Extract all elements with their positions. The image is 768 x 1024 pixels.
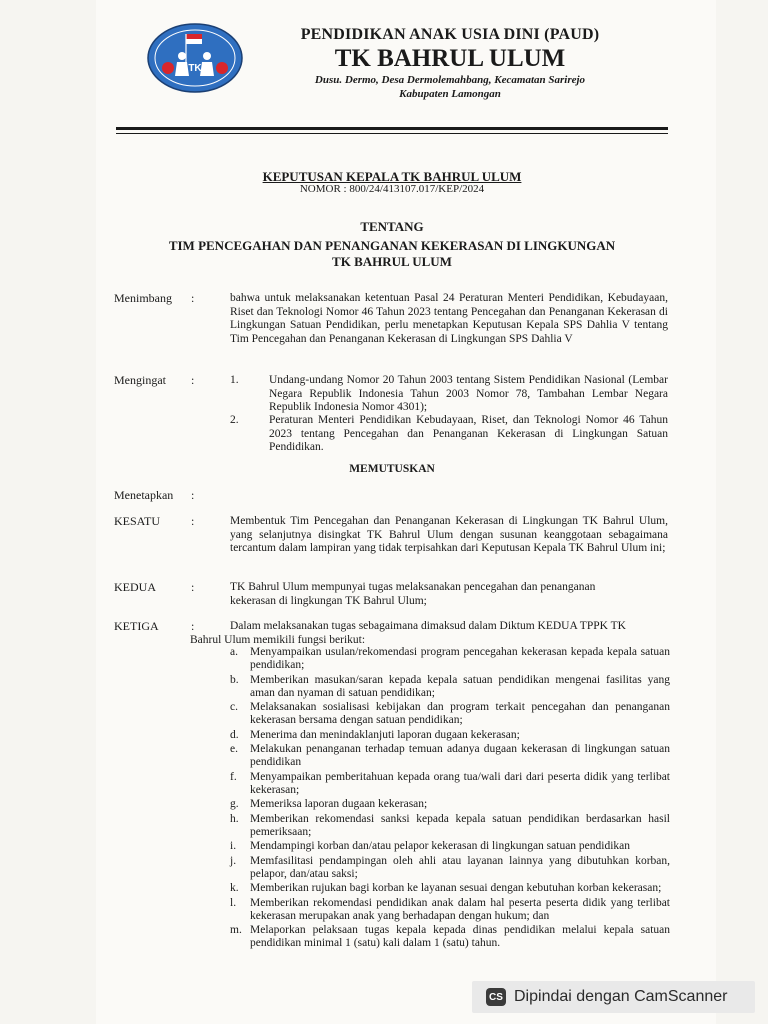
list-item-text: Memberikan masukan/saran kepada kepala satuan pendidikan mengenai fasilitas yang aman dan nyaman di satuan pendidikan; [250,673,670,699]
list-item-text: Menyampaikan pemberitahuan kepada orang tua/wali dari dari peserta didik yang terlibat kekerasan; [250,770,670,796]
list-item-marker: j. [230,854,237,867]
letterhead [270,26,630,101]
list-item-marker: m. [230,924,242,936]
list-item-text: Menyampaikan usulan/rekomendasi program pencegahan kekerasan kepada kepala satuan pendidikan; [250,646,670,671]
mengingat-colon: : [191,373,195,387]
list-item-text: Memberikan rekomendasi sanksi kepada kepala satuan pendidikan berdasarkan hasil pemeriksaan; [250,812,670,838]
list-item-marker: h. [230,812,239,825]
list-item-text: Melakukan penanganan terhadap temuan adanya dugaan kekerasan di lingkungan satuan pendidikan [250,743,670,768]
letterhead-divider-thick [116,127,668,130]
kedua-label: KEDUA [114,580,156,594]
letterhead-address: Dusu. Dermo, Desa Dermolemahbang, Kecamatan Sarirejo [314,74,586,86]
list-item-text: Memeriksa laporan dugaan kekerasan; [250,798,428,810]
ketiga-colon: : [191,619,195,633]
kesatu-label: KESATU [114,514,161,528]
ketiga-intro [190,620,668,647]
list-item [230,674,670,700]
decree-subject-line-1: TIM PENCEGAHAN DAN PENANGANAN KEKERASAN DI LINGKUNGAN [168,238,616,253]
decree-subject [116,238,668,270]
menetapkan-colon: : [191,488,195,502]
list-item-text: Memfasilitasi pendampingan oleh ahli atau layanan lainnya yang dibutuhkan korban, pelapor, dan/atau saksi; [250,854,670,880]
list-item [230,701,670,727]
list-item-marker: e. [230,743,238,755]
letterhead-school-name: TK BAHRUL ULUM [334,45,566,72]
list-item [230,924,670,950]
letterhead-divider-thin [116,133,668,134]
list-item [230,729,670,742]
list-item-text: Menerima dan menindaklanjuti laporan dugaan kekerasan; [250,728,520,741]
list-item-text: Melaksanakan sosialisasi kebijakan dan program terkait pencegahan dan penanganan kekerasan bersama dengan satuan pendidikan; [250,701,670,726]
decree-number: NOMOR : 800/24/413107.017/KEP/2024 [299,183,485,195]
mengingat-item-num: 2. [230,414,239,426]
list-item [230,646,670,672]
kedua-text: TK Bahrul Ulum mempunyai tugas melaksanakan pencegahan dan penanganan kekerasan di lingkungan TK Bahrul Ulum; [230,581,596,607]
list-item [230,813,670,839]
memutuskan-heading: MEMUTUSKAN [349,463,435,475]
kesatu-text: Membentuk Tim Pencegahan dan Penanganan Kekerasan di Lingkungan TK Bahrul Ulum, yang selanjutnya disingkat TK Bahrul Ulum dengan susunan keanggotaan sebagaimana tercantum dalam lampiran yang tidak terpisahkan dari Keputusan Kepala TK Bahrul Ulum ini; [230,515,668,554]
list-item-marker: i. [230,840,237,852]
list-item-marker: l. [230,896,237,909]
list-item [230,855,670,881]
decree-subject-line-2: TK BAHRUL ULUM [332,254,452,269]
menimbang-text: bahwa untuk melaksanakan ketentuan Pasal 24 Peraturan Menteri Pendidikan, Kebudayaan, Riset dan Teknologi Nomor 46 Tahun 2023 tentang Pencegahan dan Penanganan Kekerasan di Lingkungan Satuan Pendidikan, perlu menetapkan Keputusan Kepala SPS Dahlia V tentang Tim Pencegahan dan Penanganan Kekerasan di Lingkungan SPS Dahlia V [230,292,668,345]
menimbang-label: Menimbang [114,291,172,305]
list-item-text: Memberikan rekomendasi pendidikan anak dalam hal peserta peserta didik yang terlibat kekerasan merupakan anak yang berhadapan dengan hukum; dan [250,896,670,922]
menetapkan-label: Menetapkan [114,488,174,502]
list-item-marker: f. [230,770,237,783]
decree-tentang: TENTANG [360,219,424,234]
list-item [230,897,670,923]
list-item [230,882,670,895]
decree-title: KEPUTUSAN KEPALA TK BAHRUL ULUM [262,169,522,184]
list-item-marker: d. [230,728,239,741]
svg-text:TK: TK [188,63,202,74]
mengingat-item-num: 1. [230,374,239,386]
letterhead-regency: Kabupaten Lamongan [399,88,501,100]
list-item-text: Mendampingi korban dan/atau pelapor kekerasan di lingkungan satuan pendidikan [250,840,631,852]
list-item [230,743,670,769]
mengingat-item-text: Undang-undang Nomor 20 Tahun 2003 tentang Sistem Pendidikan Nasional (Lembar Negara Republik Indonesia Tahun 2003 Nomor 78, Tambahan Lembar Negara Republik Indonesia Nomor 4301); [269,374,668,413]
list-item-marker: k. [230,882,239,894]
list-item [230,798,670,811]
list-item-marker: b. [230,673,239,686]
mengingat-label: Mengingat [114,373,166,387]
camscanner-watermark [472,981,755,1013]
camscanner-icon: CS [486,988,506,1006]
letterhead-institution-type: PENDIDIKAN ANAK USIA DINI (PAUD) [300,26,600,43]
menimbang-colon: : [191,291,195,305]
list-item-marker: c. [230,701,238,713]
list-item-text: Melaporkan pelaksaan tugas kepala kepada dinas pendidikan melalui kepala satuan pendidikan minimal 1 (satu) kali dalam 1 (satu) tahun. [250,924,670,949]
list-item [230,840,670,853]
list-item [230,771,670,797]
ketiga-function-list [230,646,670,952]
mengingat-item-text: Peraturan Menteri Pendidikan Kebudayaan, Riset, dan Teknologi Nomor 46 Tahun 2023 tentang Pencegahan dan Penanganan Kekerasan di Lingkungan Satuan Pendidikan. [269,414,668,453]
list-item-marker: g. [230,798,239,810]
school-logo [146,22,244,94]
ketiga-intro-line-1: Dalam melaksanakan tugas sebagaimana dimaksud dalam Diktum KEDUA TPPK TK [230,620,626,632]
ketiga-label: KETIGA [114,619,159,633]
kesatu-colon: : [191,514,195,528]
ketiga-intro-line-2: Bahrul Ulum memikili fungsi berikut: [190,633,366,646]
camscanner-label: Dipindai dengan CamScanner [514,988,728,1005]
kedua-colon: : [191,580,195,594]
list-item-marker: a. [230,646,238,658]
list-item-text: Memberikan rujukan bagi korban ke layanan sesuai dengan kebutuhan korban kekerasan; [250,882,662,894]
